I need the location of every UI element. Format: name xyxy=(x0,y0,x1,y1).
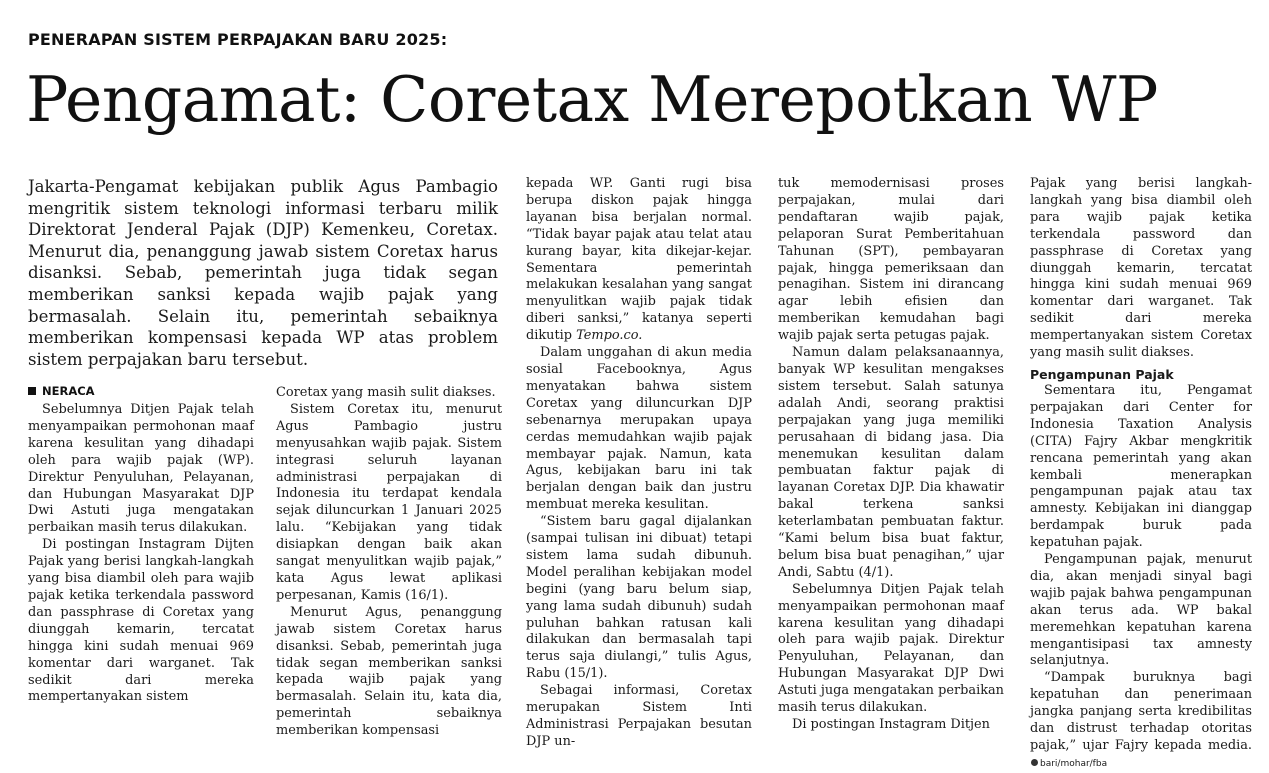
source-label: NERACA xyxy=(42,384,95,398)
paragraph: “Sistem baru gagal dijalankan (sampai tulisan ini dibuat) tetapi sistem lama sudah dibunuh. Model peralihan kebijakan model begini (yang baru belum siap, yang lama sudah dibunuh) sudah puluhan bahkan ratusan kali dilakukan dan bermasalah tapi terus saja diulangi,” tulis Agus, Rabu (15/1). xyxy=(526,514,752,682)
column-3 xyxy=(526,176,752,751)
paragraph: Pajak yang berisi langkah-langkah yang bisa diambil oleh para wajib pajak ketika terkendala password dan passphrase di Coretax yang diunggah kemarin, tercatat hingga kini sudah menuai 969 komentar dari warganet. Tak sedikit dari mereka mempertanyakan sistem Coretax yang masih sulit diakses. xyxy=(1030,176,1252,361)
paragraph: Pengampunan pajak, menurut dia, akan menjadi sinyal bagi wajib pajak bahwa pengampunan akan terus ada. WP bakal meremehkan kepatuhan karena mengantisipasi tax amnesty selanjutnya. xyxy=(1030,552,1252,669)
square-bullet-icon xyxy=(28,387,36,395)
article-lead xyxy=(28,176,498,370)
paragraph: Sistem Coretax itu, menurut Agus Pambagio justru menyusahkan wajib pajak. Sistem integrasi seluruh layanan administrasi perpajakan di Indonesia itu terdapat kendala sejak diluncurkan 1 Januari 2025 lalu. “Kebijakan yang tidak disiapkan dengan baik akan sangat menyulitkan wajib pajak,” kata Agus lewat aplikasi perpesanan, Kamis (16/1). xyxy=(276,401,502,603)
paragraph: Menurut Agus, penanggung jawab sistem Coretax harus disanksi. Sebab, pemerintah juga tidak segan memberikan sanksi kepada wajib pajak yang bermasalah. Selain itu, kata dia, pemerintah sebaiknya memberikan kompensasi xyxy=(276,604,502,739)
paragraph: Sebagai informasi, Coretax merupakan Sistem Inti Administrasi Perpajakan besutan DJP un- xyxy=(526,683,752,749)
paragraph: Sementara itu, Pengamat perpajakan dari Center for Indonesia Taxation Analysis (CITA) Fajry Akbar mengkritik rencana pemerintah yang akan kembali menerapkan pengampunan pajak atau tax amnesty. Kebijakan ini dianggap berdampak buruk pada kepatuhan pajak. xyxy=(1030,382,1252,551)
paragraph: Dalam unggahan di akun media sosial Facebooknya, Agus menyatakan bahwa sistem Coretax yang diluncurkan DJP sebenarnya merupakan upaya cerdas memudahkan wajib pajak membayar pajak. Namun, kata Agus, kebijakan baru ini tak berjalan dengan baik dan justru membuat mereka kesulitan. xyxy=(526,345,752,513)
paragraph: Sebelumnya Ditjen Pajak telah menyampaikan permohonan maaf karena kesulitan yang dihadapi oleh para wajib pajak (WP). Direktur Penyuluhan, Pelayanan, dan Hubungan Masyarakat DJP Dwi Astuti juga mengatakan perbaikan masih terus dilakukan. xyxy=(28,402,254,536)
author-credit: bari/mohar/fba xyxy=(1040,758,1108,769)
paragraph: Sebelumnya Ditjen Pajak telah menyampaikan permohonan maaf karena kesulitan yang dihadapi oleh para wajib pajak. Direktur Penyuluhan, Pelayanan, dan Hubungan Masyarakat DJP Dwi Astuti juga mengatakan perbaikan masih terus dilakukan. xyxy=(778,581,1004,716)
credit-dot-icon xyxy=(1031,759,1038,766)
paragraph: tuk memodernisasi proses perpajakan, mulai dari pendaftaran wajib pajak, pelaporan Surat Pemberitahuan Tahunan (SPT), pembayaran pajak, hingga pemeriksaan dan penagihan. Sistem ini dirancang agar lebih efisien dan memberikan kemudahan bagi wajib pajak serta petugas pajak. xyxy=(778,176,1004,344)
column-5 xyxy=(1030,176,1252,773)
paragraph-text: “Dampak buruknya bagi kepatuhan dan penerimaan jangka panjang serta kredibilitas dan distrust terhadap otoritas pajak,” ujar Fajry kepada media. xyxy=(1030,670,1252,753)
paragraph xyxy=(1030,670,1252,772)
paragraph-text: kepada WP. Ganti rugi bisa berupa diskon pajak hingga layanan bisa berjalan normal. “Tidak bayar pajak atau telat atau kurang bayar, kita dikejar-kejar. Sementara pemerintah melakukan kesalahan yang sangat menyulitkan wajib pajak tidak diberi sanksi,” katanya seperti dikutip xyxy=(526,176,752,344)
source-tag xyxy=(28,384,95,398)
column-1 xyxy=(28,402,254,706)
paragraph: Coretax yang masih sulit diakses. xyxy=(276,385,496,400)
column-2 xyxy=(276,385,502,740)
article-headline: Pengamat: Coretax Merepotkan WP xyxy=(26,63,1158,136)
paragraph: Di postingan Instagram Ditjen xyxy=(792,717,990,732)
lead-paragraph: Jakarta-Pengamat kebijakan publik Agus Pambagio mengritik sistem teknologi informasi terbaru milik Direktorat Jenderal Pajak (DJP) Kemenkeu, Coretax. Menurut dia, penanggung jawab sistem Coretax harus disanksi. Sebab, pemerintah juga tidak segan memberikan sanksi kepada wajib pajak yang bermasalah. Selain itu, pemerintah sebaiknya memberikan kompensasi kepada WP atas problem sistem perpajakan baru tersebut. xyxy=(28,177,498,369)
column-4 xyxy=(778,176,1004,734)
paragraph: Namun dalam pelaksanaannya, banyak WP kesulitan mengakses sistem tersebut. Salah satunya adalah Andi, seorang praktisi perpajakan yang juga memiliki perusahaan di bidang jasa. Dia menemukan kesulitan dalam pembuatan faktur pajak di layanan Coretax DJP. Dia khawatir bakal terkena sanksi keterlambatan pembuatan faktur. “Kami belum bisa buat faktur, belum bisa buat penagihan,” ujar Andi, Sabtu (4/1). xyxy=(778,345,1004,580)
source-citation: Tempo.co. xyxy=(576,328,643,344)
article-kicker: PENERAPAN SISTEM PERPAJAKAN BARU 2025: xyxy=(28,30,448,49)
paragraph: Di postingan Instagram Dijten Pajak yang berisi langkah-langkah yang bisa diambil oleh para wajib pajak ketika terkendala password dan passphrase di Coretax yang diunggah kemarin, tercatat hingga kini sudah menuai 969 komentar dari warganet. Tak sedikit dari mereka mempertanyakan sistem xyxy=(28,537,254,705)
subheading: Pengampunan Pajak xyxy=(1030,366,1174,382)
paragraph xyxy=(526,176,752,345)
